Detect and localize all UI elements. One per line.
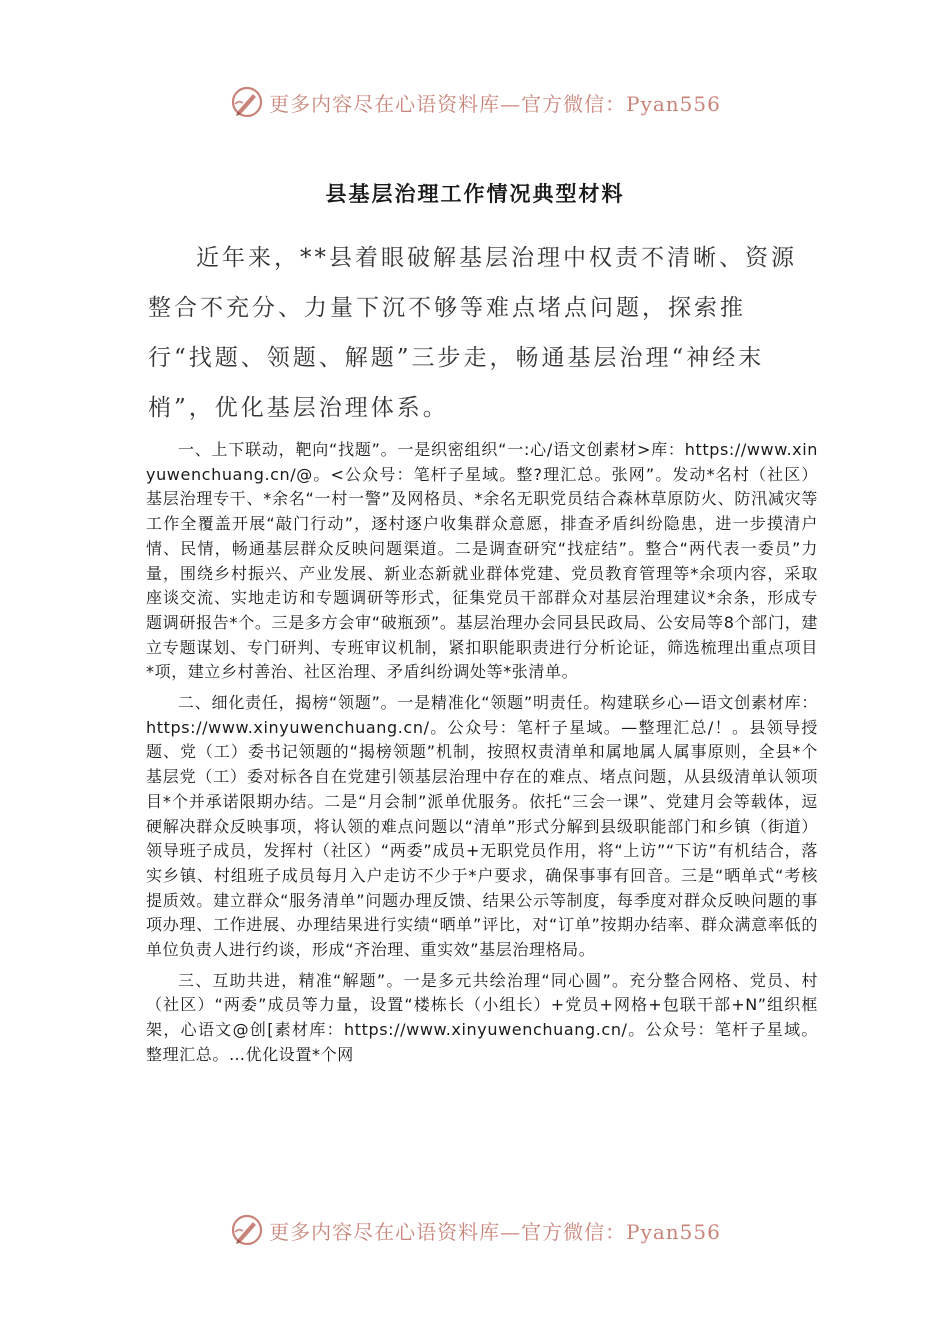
body-paragraph-1: 一、上下联动，靶向“找题”。一是织密组织“一:心/语文创素材>库：https://www.xinyuwenchuang.cn/@。<公众号：笔杆子星域。整?理汇总。张网”。发动*名村（社区）基层治理专干、*余名“一村一警”及网格员、*余名无职党员结合森林草原防火、防汛减灾等工作全覆盖开展“敲门行动”，逐村逐户收集群众意愿，排查矛盾纠纷隐患，进一步摸清户情、民情，畅通基层群众反映问题渠道。二是调查研究“找症结”。整合“两代表一委员”力量，围绕乡村振兴、产业发展、新业态新就业群体党建、党员教育管理等*余项内容，采取座谈交流、实地走访和专题调研等形式，征集党员干部群众对基层治理建议*余条，形成专题调研报告*个。三是多方会审“破瓶颈”。基层治理办会同县民政局、公安局等8个部门，建立专题谋划、专门研判、专班审议机制，紧扣职能职责进行分析论证，筛选梳理出重点项目*项，建立乡村善治、社区治理、矛盾纠纷调处等*张清单。 — [146, 440, 818, 682]
pen-logo-icon — [229, 1212, 265, 1248]
header-watermark-banner — [0, 80, 950, 124]
pen-logo-icon — [229, 84, 265, 120]
footer-watermark-banner — [0, 1208, 950, 1252]
document-body — [146, 438, 818, 1074]
body-paragraph-2: 二、细化责任，揭榜“领题”。一是精准化“领题”明责任。构建联乡心—语文创素材库：https://www.xinyuwenchuang.cn/。公众号：笔杆子星域。—整理汇总/！。县领导授题、党（工）委书记领题的“揭榜领题”机制，按照权责清单和属地属人属事原则，全县*个基层党（工）委对标各自在党建引领基层治理中存在的难点、堵点问题，从县级清单认领项目*个并承诺限期办结。二是“月会制”派单优服务。依托“三会一课”、党建月会等载体，逗硬解决群众反映事项，将认领的难点问题以“清单”形式分解到县级职能部门和乡镇（街道）领导班子成员，发挥村（社区）“两委”成员+无职党员作用，将“上访”“下访”有机结合，落实乡镇、村组班子成员每月入户走访不少于*户要求，确保事事有回音。三是“晒单式“考核提质效。建立群众“服务清单”问题办理反馈、结果公示等制度，每季度对群众反映问题的事项办理、工作进展、办理结果进行实绩“晒单”评比，对“订单”按期办结率、群众满意率低的单位负责人进行约谈，形成“齐治理、重实效”基层治理格局。 — [146, 693, 818, 960]
footer-watermark-text: 更多内容尽在心语资料库—官方微信：Pyan556 — [269, 1219, 721, 1244]
header-watermark-text: 更多内容尽在心语资料库—官方微信：Pyan556 — [269, 91, 721, 116]
body-paragraph-3: 三、互助共进，精准“解题”。一是多元共绘治理“同心圆”。充分整合网格、党员、村（社区）“两委”成员等力量，设置“楼栋长（小组长）+党员+网格+包联干部+N”组织框架，心语文@创[素材库：https://www.xinyuwenchuang.cn/。公众号：笔杆子星域。整理汇总。…优化设置*个网 — [146, 970, 818, 1064]
intro-paragraph: 近年来，**县着眼破解基层治理中权责不清晰、资源整合不充分、力量下沉不够等难点堵点问题，探索推行“找题、领题、解题”三步走，畅通基层治理“神经末梢”，优化基层治理体系。 — [148, 245, 797, 421]
document-title: 县基层治理工作情况典型材料 — [325, 181, 625, 206]
